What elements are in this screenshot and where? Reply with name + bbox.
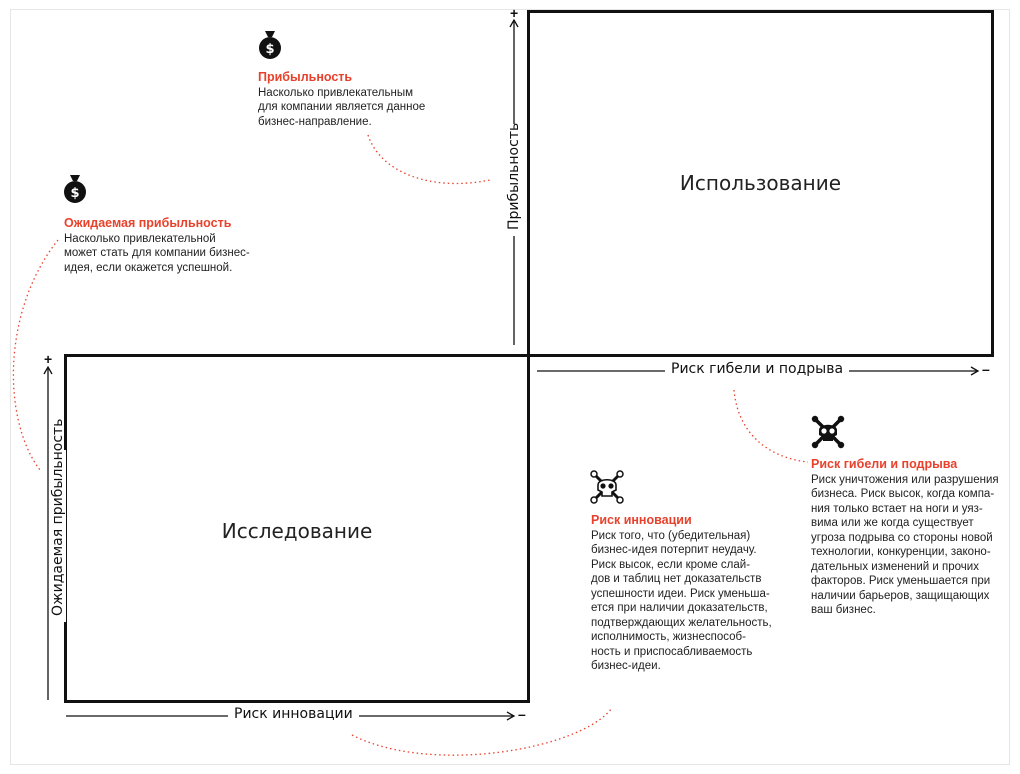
svg-text:$: $ xyxy=(70,186,80,201)
skull-crossbones-icon xyxy=(590,470,624,504)
money-bag-icon xyxy=(257,29,283,61)
minus-sign-death-risk: – xyxy=(982,361,990,377)
callout-innovation-risk-title: Риск инновации xyxy=(591,513,692,527)
callout-profitability xyxy=(258,70,425,129)
plus-sign-profitability: + xyxy=(510,5,519,21)
svg-text:$: $ xyxy=(265,42,275,57)
callout-line: дательных изменений и прочих xyxy=(811,560,979,573)
callout-line: бизнес-направление. xyxy=(258,115,372,128)
callout-line: Насколько привлекательным xyxy=(258,86,414,99)
callout-line: бизнеса. Риск высок, когда компа- xyxy=(811,488,995,500)
callout-line: вима или же когда существует xyxy=(811,517,974,529)
axis-label-profitability: Прибыльность xyxy=(506,124,522,236)
callout-expected-profitability xyxy=(64,216,250,275)
callout-line: технологии, конкуренции, законо- xyxy=(811,546,991,558)
callout-line: для компании является данное xyxy=(258,101,426,113)
callout-line: ния только встает на ноги и уяз- xyxy=(811,502,983,515)
axis-label-innovation-risk: Риск инновации xyxy=(228,706,359,722)
quadrant-exploitation-label: Использование xyxy=(679,171,842,195)
quadrant-exploration-label: Исследование xyxy=(221,519,373,543)
callout-line: ность и приспосабливаемость xyxy=(591,645,753,658)
callout-line: ется при наличии доказательств, xyxy=(591,602,768,614)
callout-line: бизнес-идея потерпит неудачу. xyxy=(591,544,757,556)
quadrant-exploitation xyxy=(527,10,994,357)
callout-line: дов и таблиц нет доказательств xyxy=(591,573,762,585)
callout-line: Насколько привлекательной xyxy=(64,232,216,245)
callout-line: подтверждающих желательность, xyxy=(591,616,772,629)
callout-line: Риск высок, если кроме слай- xyxy=(591,558,751,571)
callout-line: успешности идеи. Риск уменьша- xyxy=(591,587,770,600)
callout-innovation-risk xyxy=(591,513,772,674)
callout-expected-profitability-title: Ожидаемая прибыльность xyxy=(64,216,232,230)
quadrant-exploration xyxy=(64,354,530,703)
callout-profitability-title: Прибыльность xyxy=(258,70,353,84)
callout-line: Риск уничтожения или разрушения xyxy=(811,473,999,486)
connector-profitability xyxy=(368,135,490,183)
axis-label-expected-profitability: Ожидаемая прибыльность xyxy=(50,450,66,622)
callout-line: Риск того, что (убедительная) xyxy=(591,529,751,542)
callout-line: факторов. Риск уменьшается при xyxy=(811,575,991,587)
skull-crossbones-icon xyxy=(811,415,845,449)
minus-sign-innovation-risk: – xyxy=(518,706,526,722)
callout-line: идея, если окажется успешной. xyxy=(64,261,233,274)
callout-line: наличии барьеров, защищающих xyxy=(811,589,990,602)
callout-line: бизнес-идеи. xyxy=(591,660,661,672)
plus-sign-expected-profitability: + xyxy=(44,351,53,367)
callout-line: угроза подрыва со стороны новой xyxy=(811,531,993,544)
callout-death-risk xyxy=(811,457,999,618)
money-bag-icon xyxy=(62,173,88,205)
callout-line: может стать для компании бизнес- xyxy=(64,247,250,259)
connector-innovation-risk xyxy=(352,708,612,755)
callout-death-risk-title: Риск гибели и подрыва xyxy=(811,457,958,471)
callout-line: ваш бизнес. xyxy=(811,604,876,616)
connector-death-risk xyxy=(734,390,808,462)
callout-line: исполнимость, жизнеспособ- xyxy=(591,631,746,643)
axis-label-death-risk: Риск гибели и подрыва xyxy=(665,361,849,377)
